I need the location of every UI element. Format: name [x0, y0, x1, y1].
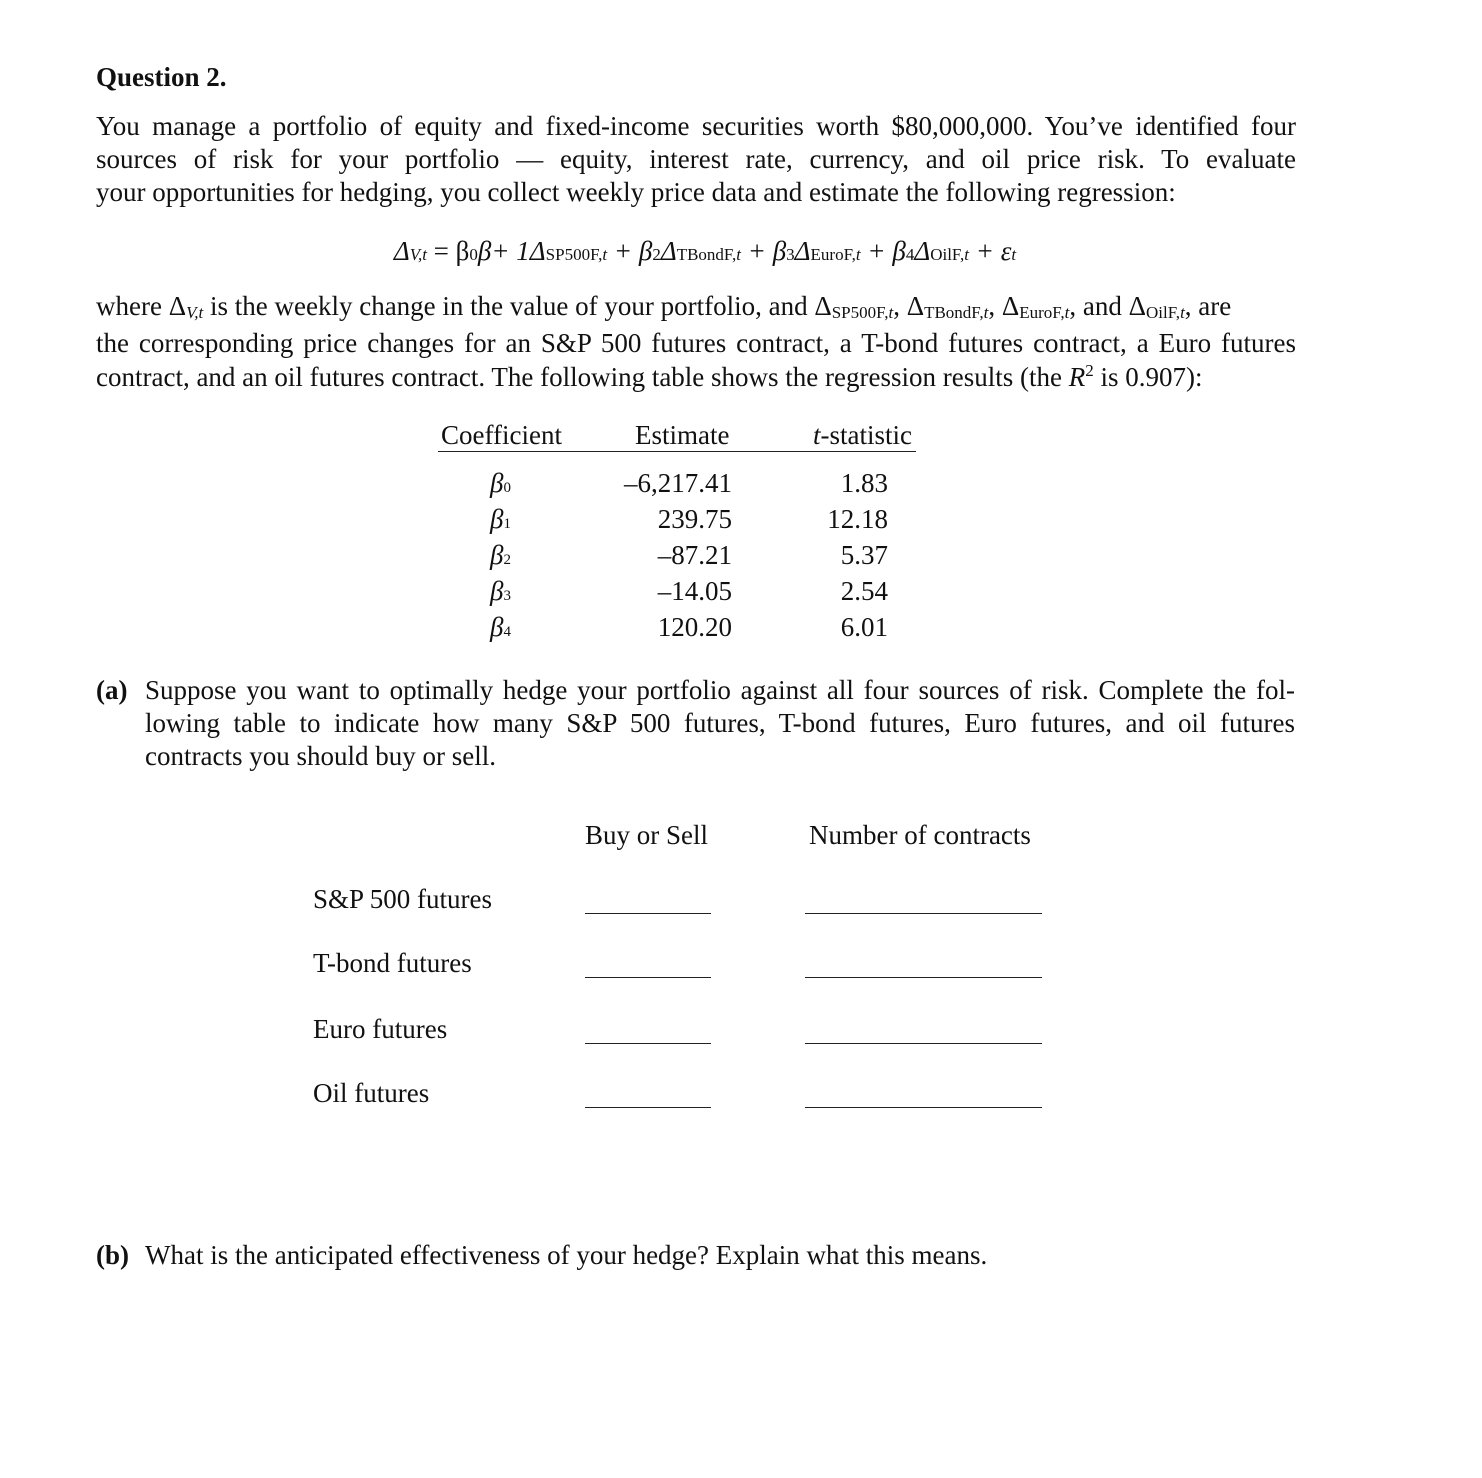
header-buy-or-sell: Buy or Sell	[585, 820, 709, 850]
coef-beta-1: β1	[490, 504, 511, 534]
intro-line-1: You manage a portfolio of equity and fixed-income securities worth $80,000,000. You’ve identified four	[96, 111, 1296, 141]
part-a-line-3: contracts you should buy or sell.	[145, 741, 496, 771]
header-t-statistic: t-statistic	[813, 420, 912, 450]
table-header-rule	[438, 451, 916, 452]
where-line-1: where $\Delta_{V,t}$ is the weekly change in the value of your portfolio, and $\Delta_{SP500F,t}$, $\Delta_{TBondF,t}$, $\Delta_{EuroF,t}$, and $\Delta_{OilF,t}$, are	[96, 291, 1232, 322]
part-a-line-2: lowing table to indicate how many S&P 500 futures, T-bond futures, Euro futures, and oil futures	[145, 708, 1295, 738]
header-number-of-contracts: Number of contracts	[809, 820, 1031, 850]
row-label-euro: Euro futures	[313, 1014, 448, 1044]
coef-beta-2: β2	[490, 540, 511, 570]
question-title: Question 2.	[96, 62, 227, 92]
intro-line-3: your opportunities for hedging, you collect weekly price data and estimate the following regression:	[96, 177, 1176, 207]
part-b-label: (b)	[96, 1240, 129, 1270]
regression-equation: ΔV,t = β0β+ 1ΔSP500F,t + β2ΔTBondF,t + β3ΔEuroF,t + β4ΔOilF,t + εt	[393, 236, 1017, 266]
coef-beta-4: β4	[490, 612, 511, 642]
intro-line-2: sources of risk for your portfolio — equity, interest rate, currency, and oil price risk. To evaluate	[96, 144, 1296, 174]
blank-number-sp500[interactable]	[805, 913, 1042, 914]
part-a-label: (a)	[96, 675, 128, 705]
blank-buy-sell-tbond[interactable]	[585, 977, 711, 978]
blank-number-tbond[interactable]	[805, 977, 1042, 978]
blank-number-euro[interactable]	[805, 1043, 1042, 1044]
blank-buy-sell-euro[interactable]	[585, 1043, 711, 1044]
part-b	[96, 1239, 1296, 1279]
part-a-line-1: Suppose you want to optimally hedge your portfolio against all four sources of risk. Complete the fol-	[145, 675, 1295, 705]
estimate-beta-4: 120.20	[657, 612, 732, 642]
coef-beta-3: β3	[490, 576, 511, 606]
blank-number-oil[interactable]	[805, 1107, 1042, 1108]
estimate-beta-3: –14.05	[657, 576, 732, 606]
estimate-beta-2: –87.21	[657, 540, 732, 570]
tstat-beta-1: 12.18	[827, 504, 888, 534]
tstat-beta-3: 2.54	[840, 576, 888, 606]
coef-beta-0: β0	[490, 468, 511, 498]
where-line-2: the corresponding price changes for an S&P 500 futures contract, a T-bond futures contract, a Euro futures	[96, 328, 1296, 358]
where-line-3: contract, and an oil futures contract. The following table shows the regression results (the $R^2$ is 0.907):	[96, 361, 1203, 392]
row-label-tbond: T-bond futures	[313, 948, 472, 978]
blank-buy-sell-sp500[interactable]	[585, 913, 711, 914]
part-b-text: What is the anticipated effectiveness of your hedge? Explain what this means.	[145, 1240, 988, 1270]
estimate-beta-1: 239.75	[657, 504, 732, 534]
header-coefficient: Coefficient	[441, 420, 562, 450]
row-label-oil: Oil futures	[313, 1078, 430, 1108]
header-estimate: Estimate	[635, 420, 730, 450]
blank-buy-sell-oil[interactable]	[585, 1107, 711, 1108]
tstat-beta-2: 5.37	[840, 540, 888, 570]
row-label-sp500: S&P 500 futures	[313, 884, 493, 914]
part-a	[96, 674, 1296, 774]
tstat-beta-4: 6.01	[840, 612, 888, 642]
estimate-beta-0: –6,217.41	[624, 468, 732, 498]
tstat-beta-0: 1.83	[840, 468, 888, 498]
